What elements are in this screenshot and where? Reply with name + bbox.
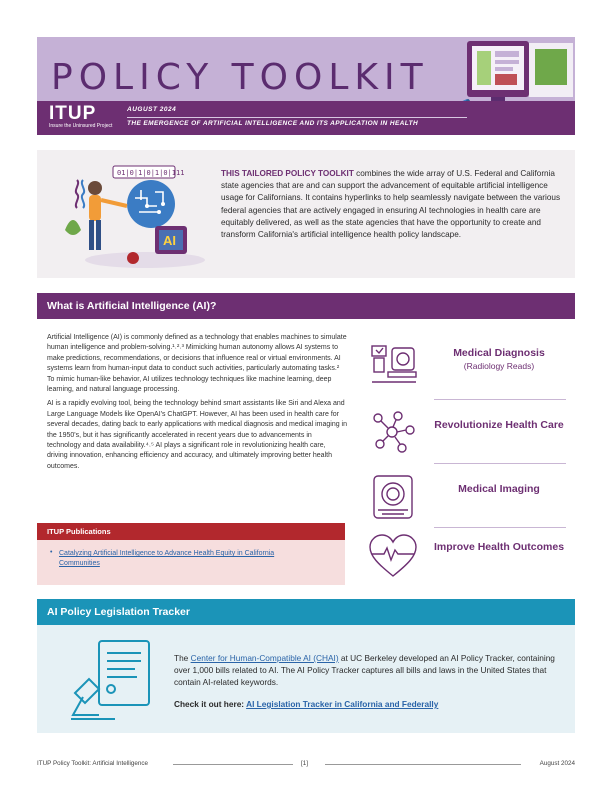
publications-box: [37, 523, 345, 585]
use-item: [362, 333, 575, 393]
heart-pulse-icon: [368, 532, 418, 582]
use-item: [362, 527, 575, 587]
page-footer: [37, 760, 575, 772]
binary-label: 01|0|1|0|1|0|111: [117, 169, 185, 177]
itup-logo: ITUP: [49, 103, 97, 124]
chai-link[interactable]: Center for Human-Compatible AI (CHAI): [190, 653, 339, 663]
tracker-cta-label: Check it out here:: [174, 699, 247, 709]
page-title: POLICY TOOLKIT: [51, 57, 429, 98]
ai-chip-label: AI: [163, 233, 176, 248]
publications-heading: ITUP Publications: [37, 523, 345, 540]
ai-paragraph-2: AI is a rapidly evolving tool, being the technology behind smart assistants like Siri and Alexa and Large Language Models like OpenAI's ChatGPT. However, AI has been used in health care for several decades, dating back to early applications with medical diagnosis and medical imaging in the 1950's, but it has significantly accelerated in recent years due to advancements in technology and data availability.⁴˒⁵ AI plays a significant role in revolutionizing health care, driving innovation, enhancing efficiency and accuracy, and ultimately improving better health outcomes.: [47, 400, 348, 470]
footer-rule: [173, 764, 293, 765]
itup-tagline: Insure the Uninsured Project: [49, 123, 113, 129]
header-subtitle: THE EMERGENCE OF ARTIFICIAL INTELLIGENCE AND ITS APPLICATION IN HEALTH: [127, 120, 419, 127]
page-header: [37, 37, 575, 135]
ai-paragraph-1: Artificial Intelligence (AI) is commonly defined as a technology that enables machines to simulate human intelligence and problem-solving.¹˒²˒³ Mimicking human autonomy allows AI systems to make predictions, recommendations, or decisions that influence real or virtual environments. AI systems learn from human-input data to conduct such activities, particularly automating tasks.² To mimic human-like behavior, AI utilizes technology techniques like machine learning, deep learning, and natural language processing.: [47, 334, 347, 394]
intro-paragraph: [221, 168, 566, 241]
molecule-network-icon: [368, 408, 418, 458]
footer-title: ITUP Policy Toolkit: Artificial Intelligence: [37, 760, 149, 767]
tracker-panel: [37, 625, 575, 733]
use-label-3: Medical Imaging: [458, 483, 540, 495]
header-band: [37, 101, 575, 135]
tracker-description: [174, 653, 564, 688]
intro-panel: [37, 150, 575, 278]
use-item: [362, 467, 575, 527]
use-sub-1: (Radiology Reads): [463, 361, 535, 371]
tracker-cta: [174, 699, 438, 709]
divider: [434, 399, 566, 400]
use-label-4: Improve Health Outcomes: [433, 541, 565, 553]
footer-rule: [325, 764, 521, 765]
header-divider: [127, 117, 467, 118]
radiology-machine-icon: [368, 338, 418, 388]
mri-scanner-icon: [368, 472, 418, 522]
footer-date: August 2024: [539, 760, 575, 767]
tracker-text-pre: The: [174, 653, 191, 663]
ai-brain-illustration: [55, 160, 205, 272]
tracker-text-post: at UC Berkeley developed an AI Policy Tracker, containing over 1,000 bills related to AI. The AI Policy Tracker captures all bills and laws in the United States that contain AI-related keywords.: [174, 653, 555, 687]
intro-body: combines the wide array of U.S. Federal and California state agencies that are and can support the advancement of equitable artificial intelligence usage for Californians. It contains hyperlinks to help seamlessly navigate between the various federal agencies that are actively engaged in ensuring AI technologies in health care are equitably delivered, as well as the state agencies that have the opportunity to create and transform California's artificial intelligence health policy landscape.: [221, 169, 561, 240]
page-number: [1]: [301, 760, 309, 767]
use-label-1: Medical Diagnosis: [453, 347, 545, 359]
tracker-link[interactable]: AI Legislation Tracker in California and Federally: [246, 699, 439, 709]
publication-link[interactable]: Catalyzing Artificial Intelligence to Advance Health Equity in California Communities: [59, 550, 275, 568]
intro-lead: THIS TAILORED POLICY TOOLKIT: [221, 169, 354, 178]
ai-section-heading: What is Artificial Intelligence (AI)?: [37, 293, 575, 319]
use-item: [362, 403, 575, 463]
header-date: AUGUST 2024: [127, 106, 177, 113]
tracker-section-heading: AI Policy Legislation Tracker: [37, 599, 575, 625]
use-label-2: Revolutionize Health Care: [434, 419, 564, 431]
legislation-gavel-icon: [69, 637, 161, 723]
ai-description: [47, 333, 347, 476]
bullet: •: [50, 549, 53, 556]
divider: [434, 463, 566, 464]
